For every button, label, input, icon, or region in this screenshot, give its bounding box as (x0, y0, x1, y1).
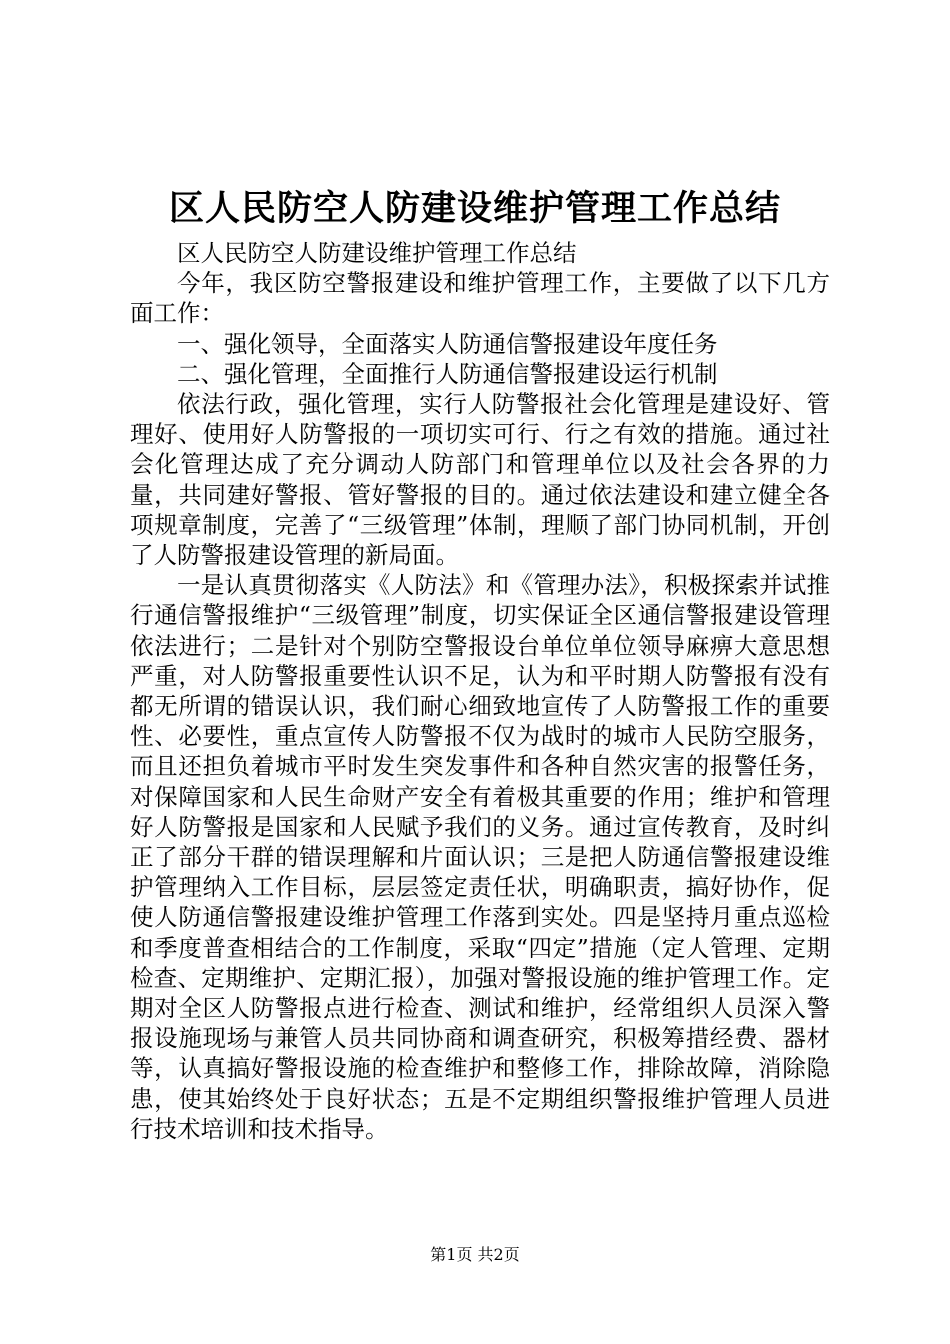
section-heading-2: 二、强化管理，全面推行人防通信警报建设运行机制 (177, 359, 718, 388)
document-body (130, 238, 830, 1144)
section-heading-1: 一、强化领导，全面落实人防通信警报建设年度任务 (177, 329, 718, 358)
paragraph-subtitle: 区人民防空人防建设维护管理工作总结 (177, 239, 577, 267)
paragraph-management: 依法行政，强化管理，实行人防警报社会化管理是建设好、管理好、使用好人防警报的一项切实可行、行之有效的措施。通过社会化管理达成了充分调动人防部门和管理单位以及社会各界的力量，共同建好警报、管好警报的目的。通过依法建设和建立健全各项规章制度，完善了“三级管理”体制，理顺了部门协同机制，开创了人防警报建设管理的新局面。 (130, 390, 830, 570)
page-footer: 第1页 共2页 (430, 1245, 520, 1264)
paragraph-measures: 一是认真贯彻落实《人防法》和《管理办法》，积极探索并试推行通信警报维护“三级管理”制度，切实保证全区通信警报建设管理依法进行；二是针对个别防空警报设台单位单位领导麻痹大意思想严重，对人防警报重要性认识不足，认为和平时期人防警报有没有都无所谓的错误认识，我们耐心细致地宣传了人防警报工作的重要性、必要性，重点宣传人防警报不仅为战时的城市人民防空服务，而且还担负着城市平时发生突发事件和各种自然灾害的报警任务，对保障国家和人民生命财产安全有着极其重要的作用；维护和管理好人防警报是国家和人民赋予我们的义务。通过宣传教育，及时纠正了部分干群的错误理解和片面认识；三是把人防通信警报建设维护管理纳入工作目标，层层签定责任状，明确职责，搞好协作，促使人防通信警报建设维护管理工作落到实处。四是坚持月重点巡检和季度普查相结合的工作制度，采取“四定”措施（定人管理、定期检查、定期维护、定期汇报），加强对警报设施的维护管理工作。定期对全区人防警报点进行检查、测试和维护，经常组织人员深入警报设施现场与兼管人员共同协商和调查研究，积极筹措经费、器材等，认真搞好警报设施的检查维护和整修工作，排除故障，消除隐患，使其始终处于良好状态；五是不定期组织警报维护管理人员进行技术培训和技术指导。 (130, 571, 830, 1143)
paragraph-intro: 今年，我区防空警报建设和维护管理工作，主要做了以下几方面工作： (130, 269, 830, 328)
document-title: 区人民防空人防建设维护管理工作总结 (168, 188, 781, 229)
